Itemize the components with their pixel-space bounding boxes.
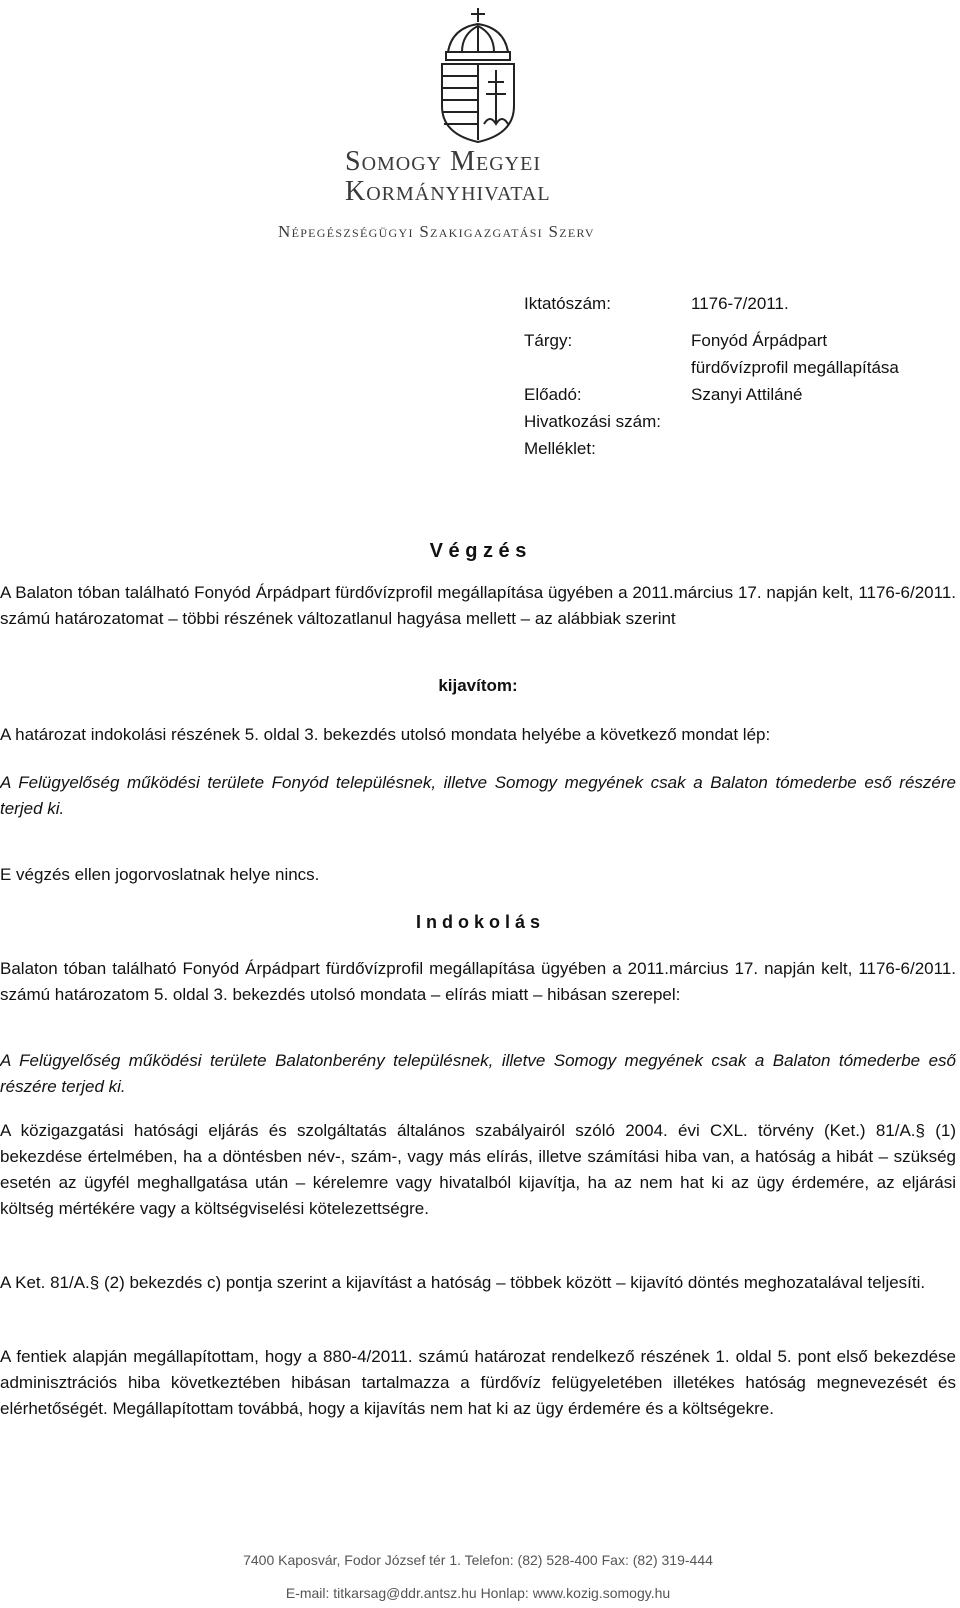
coat-of-arms-icon [432, 6, 524, 144]
paragraph-6: A fentiek alapján megállapítottam, hogy a 880-4/2011. számú határozat rendelkező részének 1. oldal 5. pont első bekezdése adminisztrációs hiba következtében hibásan tartalmazza a fürdővíz felügyeletében illetékes hatóság megnevezését és elérhetőségét. Megállapítottam továbbá, hogy a kijavítás nem hat ki az ügy érdemére és a költségekre. [0, 1347, 956, 1418]
paragraph-1: A határozat indokolási részének 5. oldal 3. bekezdés utolsó mondata helyébe a következő mondat lép: [0, 725, 771, 744]
footer-address: 7400 Kaposvár, Fodor József tér 1. Telefon: (82) 528-400 Fax: (82) 319-444 [243, 1552, 713, 1568]
indokolas-heading: I n d o k o l á s [415, 912, 541, 932]
document-title: V é g z é s [429, 540, 527, 562]
paragraph-3-quote: A Felügyelőség működési területe Balatonberény településnek, illetve Somogy megyének csak a Balaton tómederbe eső részére terjed ki. [0, 1051, 956, 1096]
paragraph-5: A Ket. 81/A.§ (2) bekezdés c) pontja szerint a kijavítást a hatóság – többek között – kijavító döntés meghozatalával teljesíti. [0, 1273, 926, 1292]
org-unit-name: Népegészségügyi Szakigazgatási Szerv [278, 222, 595, 241]
org-name-line1: Somogy Megyei [345, 146, 542, 177]
org-name-line2: Kormányhivatal [345, 176, 551, 207]
paragraph-2: E végzés ellen jogorvoslatnak helye nincs. [0, 865, 320, 884]
kijavitom-heading: kijavítom: [438, 676, 518, 695]
intro-paragraph: A Balaton tóban található Fonyód Árpádpart fürdővízprofil megállapítása ügyében a 2011.március 17. napján kelt, 1176-6/2011. számú határozatomat – többi részének változatlanul hagyása mellett – az alábbiak szerint [0, 583, 956, 628]
iktatoszam-label: Iktatószám: [524, 294, 611, 313]
iktatoszam-value: 1176-7/2011. [691, 294, 789, 313]
targy-value-2: fürdővízprofil megállapítása [691, 358, 899, 377]
melleklet-label: Melléklet: [524, 439, 596, 458]
eloado-value: Szanyi Attiláné [691, 385, 803, 404]
hivatkozasi-label: Hivatkozási szám: [524, 412, 661, 431]
targy-label: Tárgy: [524, 331, 573, 350]
paragraph-4: A közigazgatási hatósági eljárás és szolgáltatás általános szabályairól szóló 2004. évi CXL. törvény (Ket.) 81/A.§ (1) bekezdése értelmében, ha a döntésben név-, szám-, vagy más elírás, illetve számítási hiba van, a hatóság a hibát – szükség esetén az ügyfél meghallgatása után – kérelemre vagy hivatalból kijavítja, ha az nem hat ki az ügy érdemére, az eljárási költség mértékére vagy a költségviselési kötelezettségre. [0, 1121, 956, 1218]
footer-contact: E-mail: titkarsag@ddr.antsz.hu Honlap: www.kozig.somogy.hu [285, 1585, 671, 1601]
eloado-label: Előadó: [524, 385, 582, 404]
targy-value-1: Fonyód Árpádpart [691, 331, 828, 350]
paragraph-3: Balaton tóban található Fonyód Árpádpart fürdővízprofil megállapítása ügyében a 2011.március 17. napján kelt, 1176-6/2011. számú határozatom 5. oldal 3. bekezdés utolsó mondata – elírás miatt – hibásan szerepel: [0, 959, 956, 1004]
paragraph-1-quote: A Felügyelőség működési területe Fonyód településnek, illetve Somogy megyének csak a Balaton tómederbe eső részére terjed ki. [0, 773, 956, 818]
